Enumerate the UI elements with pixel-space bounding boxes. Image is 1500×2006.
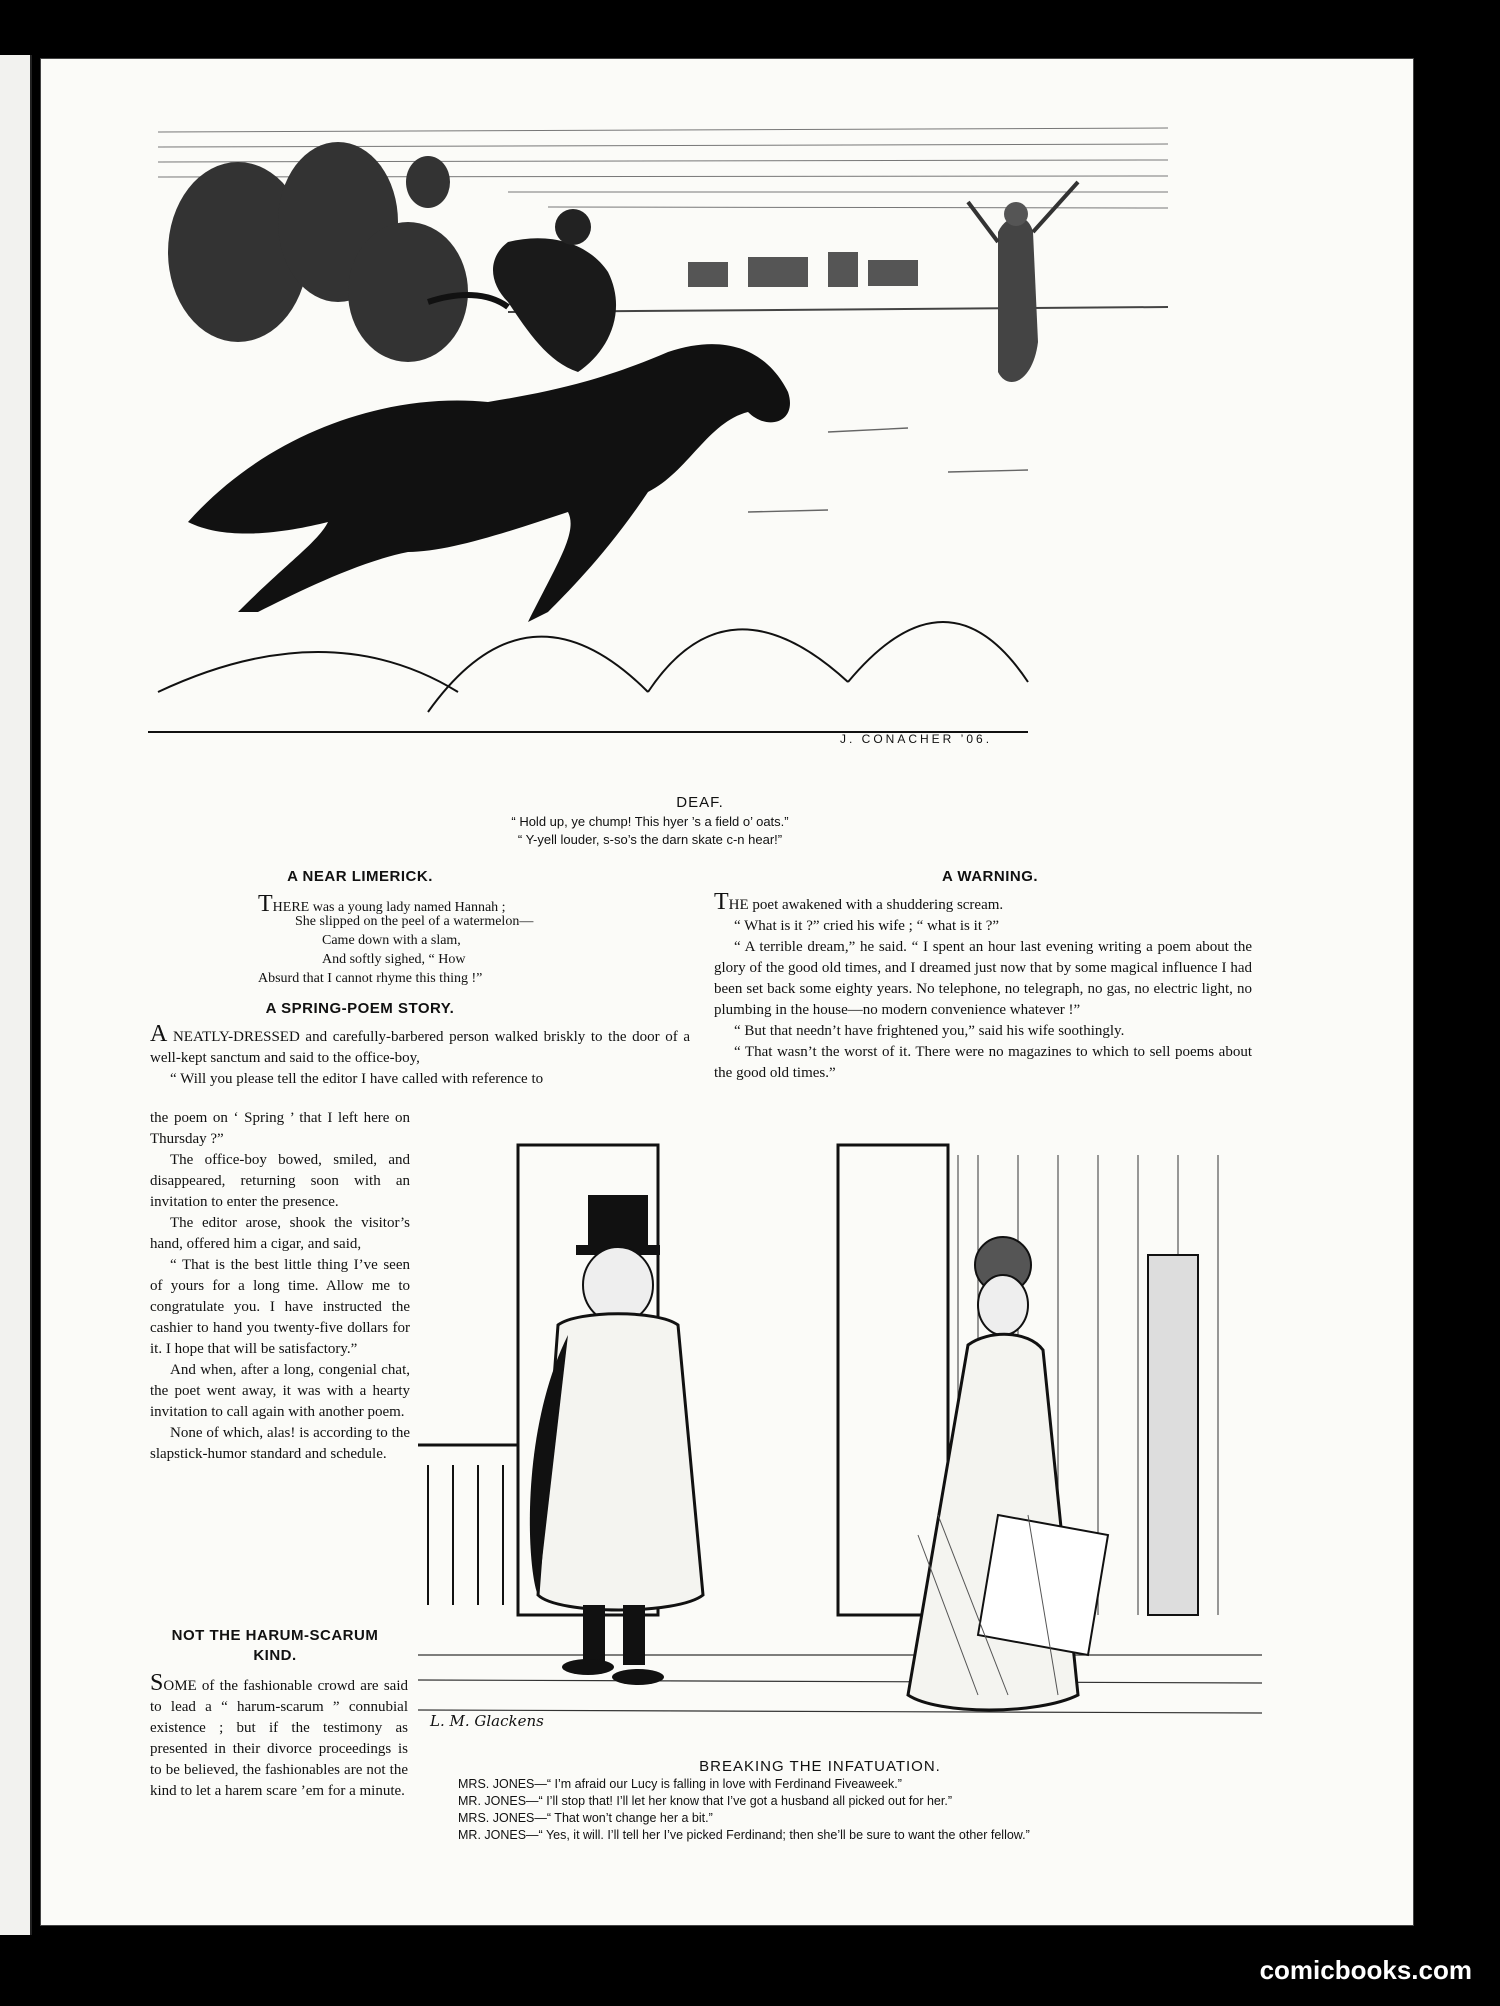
harum-heading-line-1: NOT THE HARUM-SCARUM (171, 1627, 379, 1644)
top-illustration-signature: J. CONACHER ’06. (840, 732, 993, 746)
harum-heading-line-2: KIND. (253, 1647, 297, 1664)
spring-poem-p5: “ That is the best little thing I’ve seen of yours for a long time. Allow me to congratulate you. I have instructed the cashier to hand you twenty-five dollars for it. I hope that will be satisfactory.” (150, 1257, 410, 1357)
warning-p1: HE poet awakened with a shuddering scream. (728, 897, 1004, 913)
site-watermark: comicbooks.com (1259, 1955, 1472, 1985)
spring-poem-p3: The office-boy bowed, smiled, and disappeared, returning soon with an invitation to enter the presence. (150, 1152, 410, 1210)
limerick-line-4: And softly sighed, “ How (322, 952, 466, 967)
warning-heading: A WARNING. (941, 868, 1039, 885)
adjacent-page-edge (0, 55, 32, 1935)
spring-poem-p2b: the poem on ‘ Spring ’ that I left here on Thursday ?” (150, 1110, 410, 1147)
bottom-caption-title: BREAKING THE INFATUATION. (699, 1758, 941, 1775)
top-caption-line-1: “ Hold up, ye chump! This hyer ’s a field o’ oats.” (511, 814, 789, 829)
limerick-line-1-text: HERE was a young lady named Hannah ; (272, 900, 506, 915)
harum-text: OME of the fashionable crowd are said to lead a “ harum-scarum ” connubial existence ; but if the testimony as presented in their divorce proceedings is to be believed, the fashionables are not the kind to let a harem scare ’em for a minute. (150, 1678, 408, 1799)
warning-dropcap: T (714, 889, 729, 915)
warning-p4: “ But that needn’t have frightened you,” said his wife soothingly. (734, 1023, 1125, 1039)
limerick-heading: A NEAR LIMERICK. (287, 868, 433, 885)
spring-poem-p4: The editor arose, shook the visitor’s hand, offered him a cigar, and said, (150, 1215, 410, 1252)
warning-p3: “ A terrible dream,” he said. “ I spent an hour last evening writing a poem about the glory of the good old times, and I dreamed just now that by some magical influence I had been set back some eighty years. No telephone, no telegraph, no gas, no electric light, no plumbing in the house—no modern convenience whatever !” (714, 939, 1252, 1018)
spring-poem-p2a: “ Will you please tell the editor I have called with reference to (170, 1071, 544, 1087)
limerick-line-1 (258, 892, 506, 916)
spring-poem-column (150, 1108, 410, 1465)
warning-body (714, 890, 1252, 1084)
warning-p2: “ What is it ?” cried his wife ; “ what is it ?” (734, 918, 1000, 934)
limerick-line-5: Absurd that I cannot rhyme this thing !” (258, 971, 483, 986)
limerick-dropcap: T (258, 891, 273, 917)
dialogue-line-1: MRS. JONES—“ I’m afraid our Lucy is falling in love with Ferdinand Fiveaweek.” (458, 1777, 902, 1791)
deaf-illustration (128, 92, 1206, 780)
top-caption-title: DEAF. (676, 794, 724, 811)
spring-poem-dropcap: A (150, 1021, 168, 1047)
spring-poem-p6: And when, after a long, congenial chat, the poet went away, it was with a hearty invitation to call again with another poem. (150, 1362, 410, 1420)
bottom-illustration-signature: L. M. Glackens (430, 1712, 544, 1730)
limerick-line-3: Came down with a slam, (322, 933, 461, 948)
spring-poem-p1: NEATLY-DRESSED and carefully-barbered person walked briskly to the door of a well-kept sanctum and said to the office-boy, (150, 1029, 690, 1066)
infatuation-illustration (418, 1135, 1262, 1747)
dialogue-line-2: MR. JONES—“ I’ll stop that! I’ll let her know that I’ve got a husband all picked out for her.” (458, 1794, 952, 1808)
harum-body (150, 1671, 408, 1802)
spring-poem-heading: A SPRING-POEM STORY. (265, 1000, 455, 1017)
warning-p5: “ That wasn’t the worst of it. There were no magazines to which to sell poems about the good old times.” (714, 1044, 1252, 1081)
dialogue-line-3: MRS. JONES—“ That won’t change her a bit.” (458, 1811, 713, 1825)
spring-poem-intro (150, 1022, 690, 1090)
harum-dropcap: S (150, 1670, 164, 1696)
dialogue-line-4: MR. JONES—“ Yes, it will. I’ll tell her I’ve picked Ferdinand; then she’ll be sure to want the other fellow.” (458, 1828, 1030, 1842)
top-caption-line-2: “ Y-yell louder, s-so’s the darn skate c-n hear!” (517, 832, 783, 847)
spring-poem-p7: None of which, alas! is according to the slapstick-humor standard and schedule. (150, 1425, 410, 1462)
limerick-line-2: She slipped on the peel of a watermelon— (295, 914, 534, 929)
